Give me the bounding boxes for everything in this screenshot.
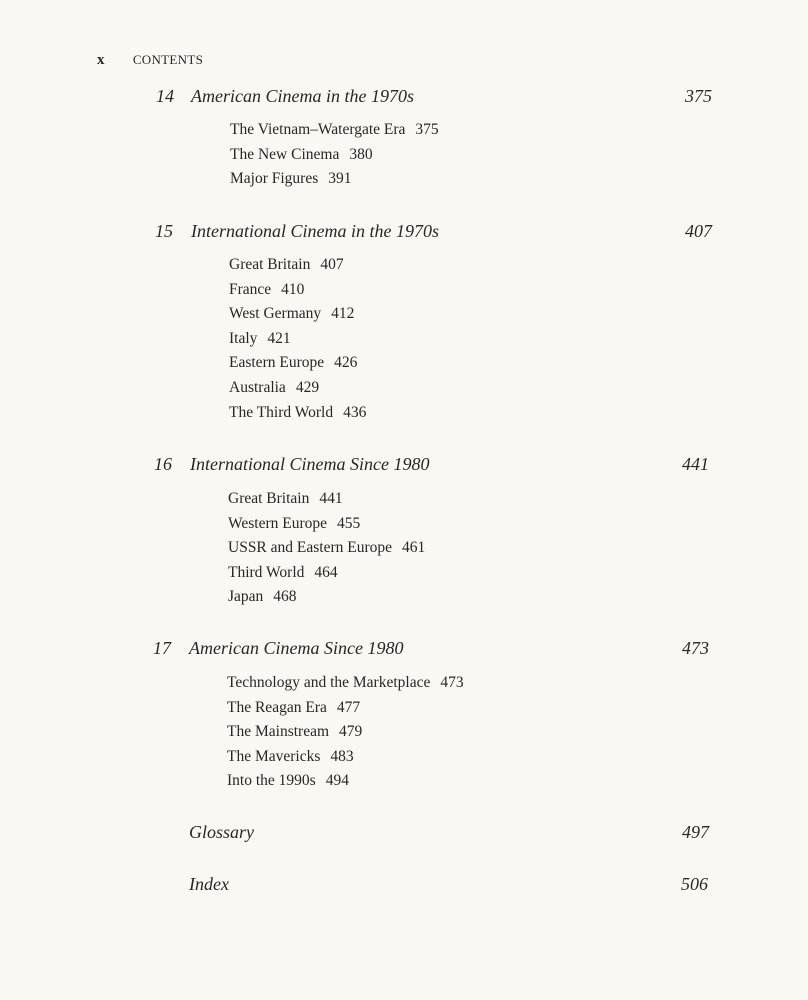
- chapter-heading[interactable]: [0, 86, 808, 110]
- back-matter-title: Index: [189, 874, 229, 894]
- section-entry[interactable]: [227, 696, 464, 721]
- chapter-title: International Cinema in the 1970s: [191, 221, 439, 241]
- section-title: The Reagan Era: [227, 698, 327, 716]
- chapter-page: 441: [682, 454, 709, 474]
- section-title: USSR and Eastern Europe: [228, 539, 393, 557]
- section-page: 412: [331, 305, 355, 323]
- section-entry[interactable]: [229, 278, 366, 303]
- chapter-page: 473: [682, 638, 709, 658]
- section-list: [230, 118, 439, 192]
- back-matter-page: 497: [682, 822, 709, 842]
- back-matter-title: Glossary: [189, 822, 255, 842]
- section-entry[interactable]: [229, 302, 366, 327]
- glossary-entry[interactable]: [0, 822, 808, 846]
- section-entry[interactable]: [230, 118, 439, 143]
- section-list: [229, 253, 366, 425]
- section-title: Great Britain: [228, 490, 310, 507]
- chapter-number: 16: [154, 454, 172, 474]
- chapter-title: International Cinema Since 1980: [190, 454, 430, 474]
- section-page: 468: [273, 588, 297, 606]
- back-matter-page: 506: [681, 874, 708, 894]
- section-entry[interactable]: [228, 536, 425, 561]
- chapter-entry: [0, 454, 808, 606]
- section-list: [228, 487, 425, 610]
- section-page: 464: [314, 563, 338, 581]
- section-page: 461: [402, 539, 426, 557]
- section-page: 375: [415, 121, 439, 138]
- section-title: France: [229, 280, 272, 298]
- section-title: The Mavericks: [227, 747, 321, 765]
- section-entry[interactable]: [229, 401, 366, 426]
- chapter-entry: [0, 221, 808, 421]
- section-title: The Vietnam–Watergate Era: [230, 121, 406, 138]
- section-entry[interactable]: [229, 376, 366, 401]
- section-entry[interactable]: [227, 745, 464, 770]
- chapter-entry: [0, 638, 808, 790]
- chapter-number: 17: [153, 638, 171, 658]
- section-title: Into the 1990s: [227, 772, 316, 790]
- chapter-entry: [0, 86, 808, 188]
- chapter-heading[interactable]: [0, 221, 808, 245]
- section-entry[interactable]: [229, 327, 366, 352]
- chapter-number: 15: [155, 221, 173, 241]
- section-entry[interactable]: [229, 351, 366, 376]
- section-entry[interactable]: [227, 769, 464, 794]
- section-entry[interactable]: [230, 143, 439, 168]
- section-page: 421: [267, 329, 291, 347]
- section-title: Japan: [228, 588, 264, 606]
- chapter-number: 14: [156, 86, 174, 106]
- section-page: 455: [337, 514, 361, 532]
- section-list: [227, 671, 464, 794]
- section-page: 494: [325, 772, 349, 790]
- page-folio: x: [97, 52, 105, 68]
- section-page: 407: [320, 256, 344, 273]
- index-entry[interactable]: [0, 874, 808, 898]
- section-entry[interactable]: [228, 487, 425, 512]
- section-title: The Third World: [229, 403, 334, 421]
- chapter-title: American Cinema Since 1980: [189, 638, 404, 658]
- section-page: 483: [330, 747, 354, 765]
- section-page: 477: [336, 698, 361, 716]
- section-title: Eastern Europe: [229, 354, 325, 372]
- chapter-title: American Cinema in the 1970s: [191, 86, 414, 106]
- section-title: Major Figures: [230, 170, 319, 188]
- section-title: West Germany: [229, 305, 322, 323]
- section-title: Italy: [229, 329, 258, 347]
- chapter-page: 407: [685, 221, 712, 241]
- section-entry[interactable]: [228, 585, 425, 610]
- section-title: Western Europe: [228, 514, 328, 532]
- section-page: 441: [319, 490, 343, 507]
- section-entry[interactable]: [228, 561, 425, 586]
- section-page: 410: [281, 280, 305, 298]
- section-page: 479: [339, 723, 363, 741]
- section-title: Australia: [229, 378, 286, 396]
- section-title: The New Cinema: [230, 145, 340, 163]
- chapter-heading[interactable]: [0, 454, 808, 478]
- section-entry[interactable]: [228, 512, 425, 537]
- section-page: 391: [328, 170, 352, 188]
- section-entry[interactable]: [227, 720, 464, 745]
- section-title: Technology and the Marketplace: [227, 674, 431, 691]
- section-page: 473: [440, 674, 464, 691]
- running-title: CONTENTS: [132, 52, 204, 67]
- section-title: The Mainstream: [227, 723, 330, 741]
- running-header: [97, 52, 203, 69]
- section-title: Great Britain: [229, 256, 311, 273]
- section-entry[interactable]: [229, 253, 366, 278]
- section-entry[interactable]: [230, 167, 439, 192]
- section-page: 436: [343, 403, 367, 421]
- chapter-heading[interactable]: [0, 638, 808, 662]
- section-page: 429: [295, 378, 320, 396]
- chapter-page: 375: [685, 86, 712, 106]
- section-page: 380: [349, 145, 373, 163]
- section-page: 426: [334, 354, 358, 372]
- section-entry[interactable]: [227, 671, 464, 696]
- section-title: Third World: [228, 563, 305, 581]
